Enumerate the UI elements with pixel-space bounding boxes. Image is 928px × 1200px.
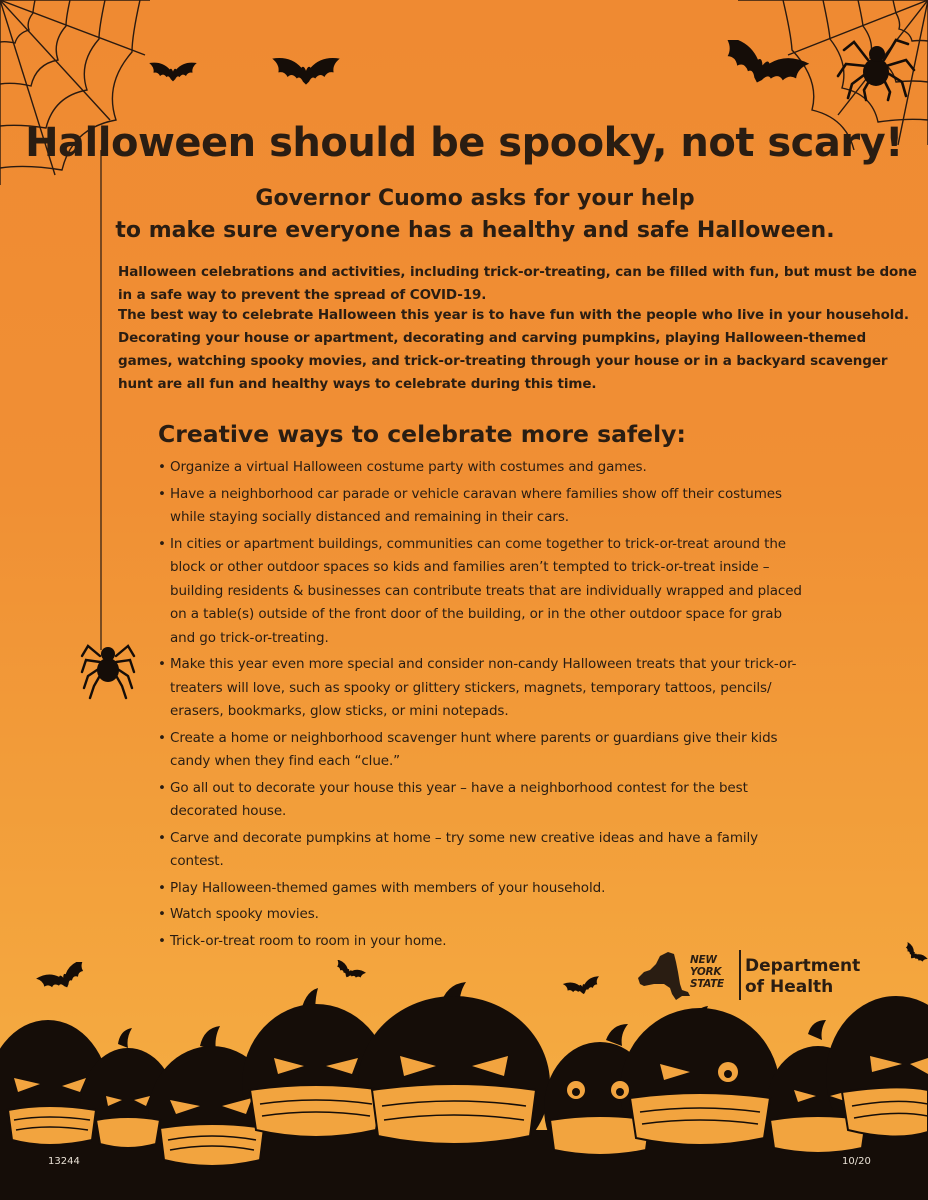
document-code: 13244 [48,1156,80,1167]
masked-pumpkins-border [0,980,928,1200]
list-item: • Create a home or neighborhood scavenger hunt where parents or guardians give their kids candy when they find each “clue.” [158,727,808,774]
page-title: Halloween should be spooky, not scary! [25,120,903,166]
subtitle-line: Governor Cuomo asks for your help [255,186,695,211]
list-item: • Make this year even more special and consider non-candy Halloween treats that your trick-or-treaters will love, such as spooky or glittery stickers, magnets, temporary tattoos, pencils/ erasers, bookmarks, glow sticks, or mini notepads. [158,653,808,724]
bat-icon [258,54,354,100]
spider-icon [80,632,136,700]
section-heading: Creative ways to celebrate more safely: [158,420,686,448]
subtitle-line: to make sure everyone has a healthy and safe Halloween. [115,218,835,243]
list-item: • Play Halloween-themed games with members of your household. [158,877,808,901]
intro-paragraph: Halloween celebrations and activities, including trick-or-treating, can be filled with fun, but must be done in a safe way to prevent the spread of COVID-19. [118,264,917,303]
bat-icon [146,58,200,94]
ideas-list [158,456,808,956]
list-item: • Carve and decorate pumpkins at home – try some new creative ideas and have a family contest. [158,827,808,874]
intro-paragraph: The best way to celebrate Halloween this year is to have fun with the people who live in your household. Decorating your house or apartment, decorating and carving pumpkins, playing Halloween-themed games, watching spooky movies, and trick-or-treating through your house or in a backyard scavenger hunt are all fun and healthy ways to celebrate during this time. [118,307,909,392]
spider-icon [836,30,916,102]
list-item: • Trick-or-treat room to room in your home. [158,930,808,954]
subtitle [80,183,870,247]
list-item: • In cities or apartment buildings, communities can come together to trick-or-treat around the block or other outdoor spaces so kids and families aren’t tempted to trick-or-treat inside – building residents & businesses can contribute treats that are individually wrapped and placed on a table(s) outside of the front door of the building, or in the other outdoor space for grab and go trick-or-treating. [158,533,808,651]
bat-icon [898,936,928,976]
bat-icon [710,40,810,106]
document-date: 10/20 [842,1156,871,1167]
list-item: • Have a neighborhood car parade or vehicle caravan where families show off their costumes while staying socially distanced and remaining in their cars. [158,483,808,530]
department-name: Department of Health [745,956,861,997]
list-item: • Go all out to decorate your house this year – have a neighborhood contest for the best decorated house. [158,777,808,824]
state-name: NEW YORK STATE [690,954,724,990]
list-item: • Watch spooky movies. [158,903,808,927]
list-item: • Organize a virtual Halloween costume party with costumes and games. [158,456,808,480]
